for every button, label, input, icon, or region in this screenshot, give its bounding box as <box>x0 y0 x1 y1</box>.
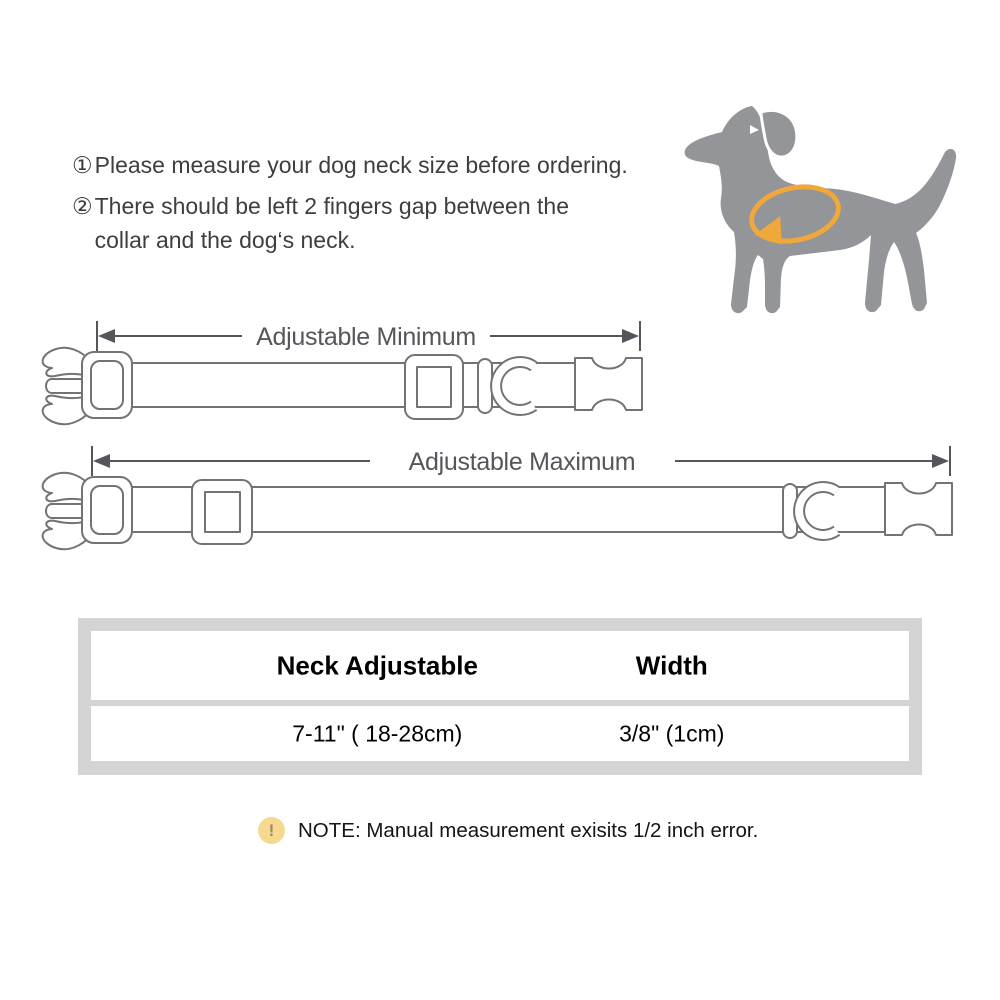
instruction-number-2: ② <box>72 193 93 219</box>
dog-silhouette-icon <box>668 92 968 327</box>
header-neck-adjustable: Neck Adjustable <box>276 650 478 680</box>
instruction-number-1: ① <box>72 152 93 178</box>
value-width: 3/8" (1cm) <box>619 720 725 746</box>
size-table-header-row <box>91 631 909 700</box>
tri-glide-slider <box>405 355 463 419</box>
male-buckle <box>43 473 132 550</box>
tri-glide-slider <box>192 480 252 544</box>
dimension-label-minimum: Adjustable Minimum <box>256 323 476 351</box>
d-ring <box>799 487 837 535</box>
maximum-collar-svg <box>30 440 970 560</box>
size-table <box>78 618 922 775</box>
d-ring <box>496 362 534 410</box>
instruction-item-2 <box>72 189 628 257</box>
instruction-item-1 <box>72 148 628 182</box>
measuring-instructions <box>72 148 628 264</box>
dimension-label-maximum: Adjustable Maximum <box>408 448 636 476</box>
male-buckle <box>43 348 132 425</box>
adjustable-maximum-diagram <box>30 440 970 565</box>
instruction-line: There should be left 2 fingers gap between the <box>94 193 569 219</box>
measurement-note <box>258 817 758 844</box>
female-buckle <box>885 483 952 535</box>
note-text: NOTE: Manual measurement exisits 1/2 inch error. <box>298 818 759 842</box>
exclamation-icon: ! <box>258 817 285 844</box>
minimum-collar-svg <box>30 315 660 435</box>
instruction-line: Please measure your dog neck size before ordering. <box>94 152 628 178</box>
instruction-text-2 <box>95 189 569 257</box>
size-table-data-row <box>91 706 909 761</box>
instruction-line: collar and the dog‘s neck. <box>94 227 356 253</box>
value-neck-adjustable: 7-11" ( 18-28cm) <box>292 720 463 746</box>
collar-minimum <box>43 348 642 425</box>
collar-strap <box>122 363 590 407</box>
strap-keeper <box>478 359 492 413</box>
dog-figure <box>668 92 968 332</box>
instruction-text-1 <box>95 148 628 182</box>
adjustable-minimum-diagram <box>30 315 660 440</box>
header-width: Width <box>635 650 708 680</box>
female-buckle <box>575 358 642 410</box>
collar-maximum <box>43 473 952 550</box>
